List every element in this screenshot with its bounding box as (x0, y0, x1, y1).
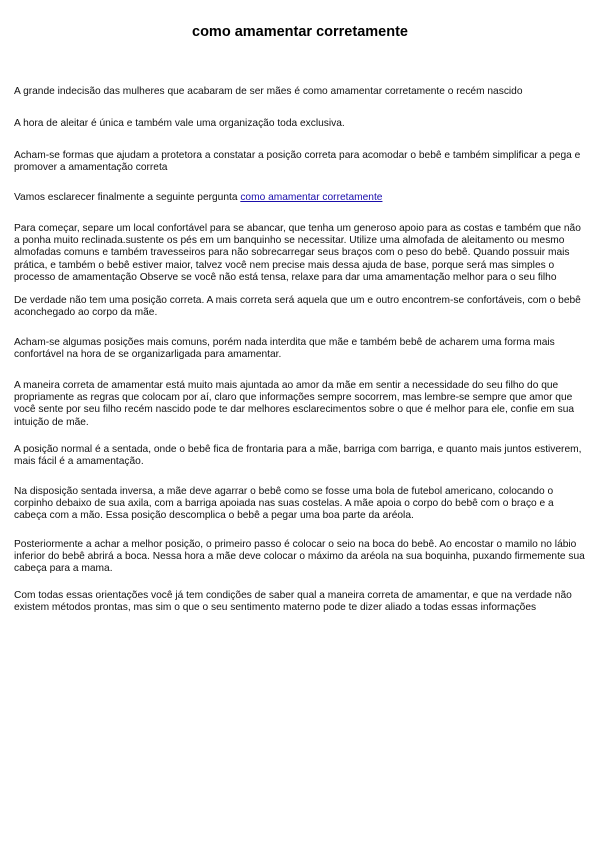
paragraph-12: Com todas essas orientações você já tem condições de saber qual a maneira correta de amamentar, e que na verdade não existem métodos prontas, mas sim o que o seu sentimento materno pode te dizer aliado a todas essas informações (14, 590, 572, 614)
paragraph-7: Acham-se algumas posições mais comuns, porém nada interdita que mãe e também bebê de acharem uma forma mais confortável na hora de se organizarligada para amamentar. (14, 337, 555, 361)
paragraph-8: A maneira correta de amamentar está muito mais ajuntada ao amor da mãe em sentir a necessidade do seu filho do que propriamente as regras que colocam por aí, claro que informações sempre socorrem, mas lembre-se sempre que amor que você sente por seu filho recém nascido pode te dar melhores esclarecimentos sobre o que é melhor para ele, confie em sua intuição de mãe. (14, 380, 575, 428)
paragraph-10: Na disposição sentada inversa, a mãe deve agarrar o bebê como se fosse uma bola de futebol americano, colocando o corpinho debaixo de sua axila, com a barriga apoiada nas suas costelas. A mãe apoia o corpo do bebê com o braço e a cabeça com a mão. Essa posição descomplica o bebê a pegar uma boa parte da aréola. (14, 486, 554, 522)
page-title: como amamentar corretamente (192, 24, 408, 40)
paragraph-4-text: Vamos esclarecer finalmente a seguinte pergunta (14, 192, 241, 203)
paragraph-2: A hora de aleitar é única e também vale uma organização toda exclusiva. (14, 118, 345, 129)
paragraph-9: A posição normal é a sentada, onde o bebê fica de frontaria para a mãe, barriga com barriga, e quanto mais juntos estiverem, mais fácil é a amamentação. (14, 444, 582, 468)
paragraph-6: De verdade não tem uma posição correta. A mais correta será aquela que um e outro encontrem-se confortáveis, com o bebê aconchegado ao corpo da mãe. (14, 295, 581, 319)
paragraph-4 (14, 192, 588, 204)
paragraph-1: A grande indecisão das mulheres que acabaram de ser mães é como amamentar corretamente o recém nascido (14, 86, 523, 97)
paragraph-11: Posteriormente a achar a melhor posição, o primeiro passo é colocar o seio na boca do bebê. Ao encostar o mamilo no lábio inferior do bebê abrirá a boca. Nessa hora a mãe deve colocar o máximo da aréola na sua boquinha, puxando firmemente sua cabeça para a mama. (14, 539, 585, 575)
paragraph-3: Acham-se formas que ajudam a protetora a constatar a posição correta para acomodar o bebê e também simplificar a pega e promover a amamentação correta (14, 150, 581, 174)
paragraph-5: Para começar, separe um local confortável para se abancar, que tenha um generoso apoio para as costas e também que não a ponha muito reclinada.sustente os pés em um banquinho se necessitar. Utilize uma almofada de aleitamento ou mesmo almofadas comuns e também travesseiros para não sobrecarregar seus braços com o peso do bebê. Quando possuir mais prática, e também o bebê estiver maior, talvez você nem precise mais dessa ajuda de base, porque será mas simples o processo de amamentação Observe se você não está tensa, relaxe para dar uma amamentação melhor para o seu filho (14, 223, 581, 283)
article-link[interactable]: como amamentar corretamente (240, 192, 383, 203)
